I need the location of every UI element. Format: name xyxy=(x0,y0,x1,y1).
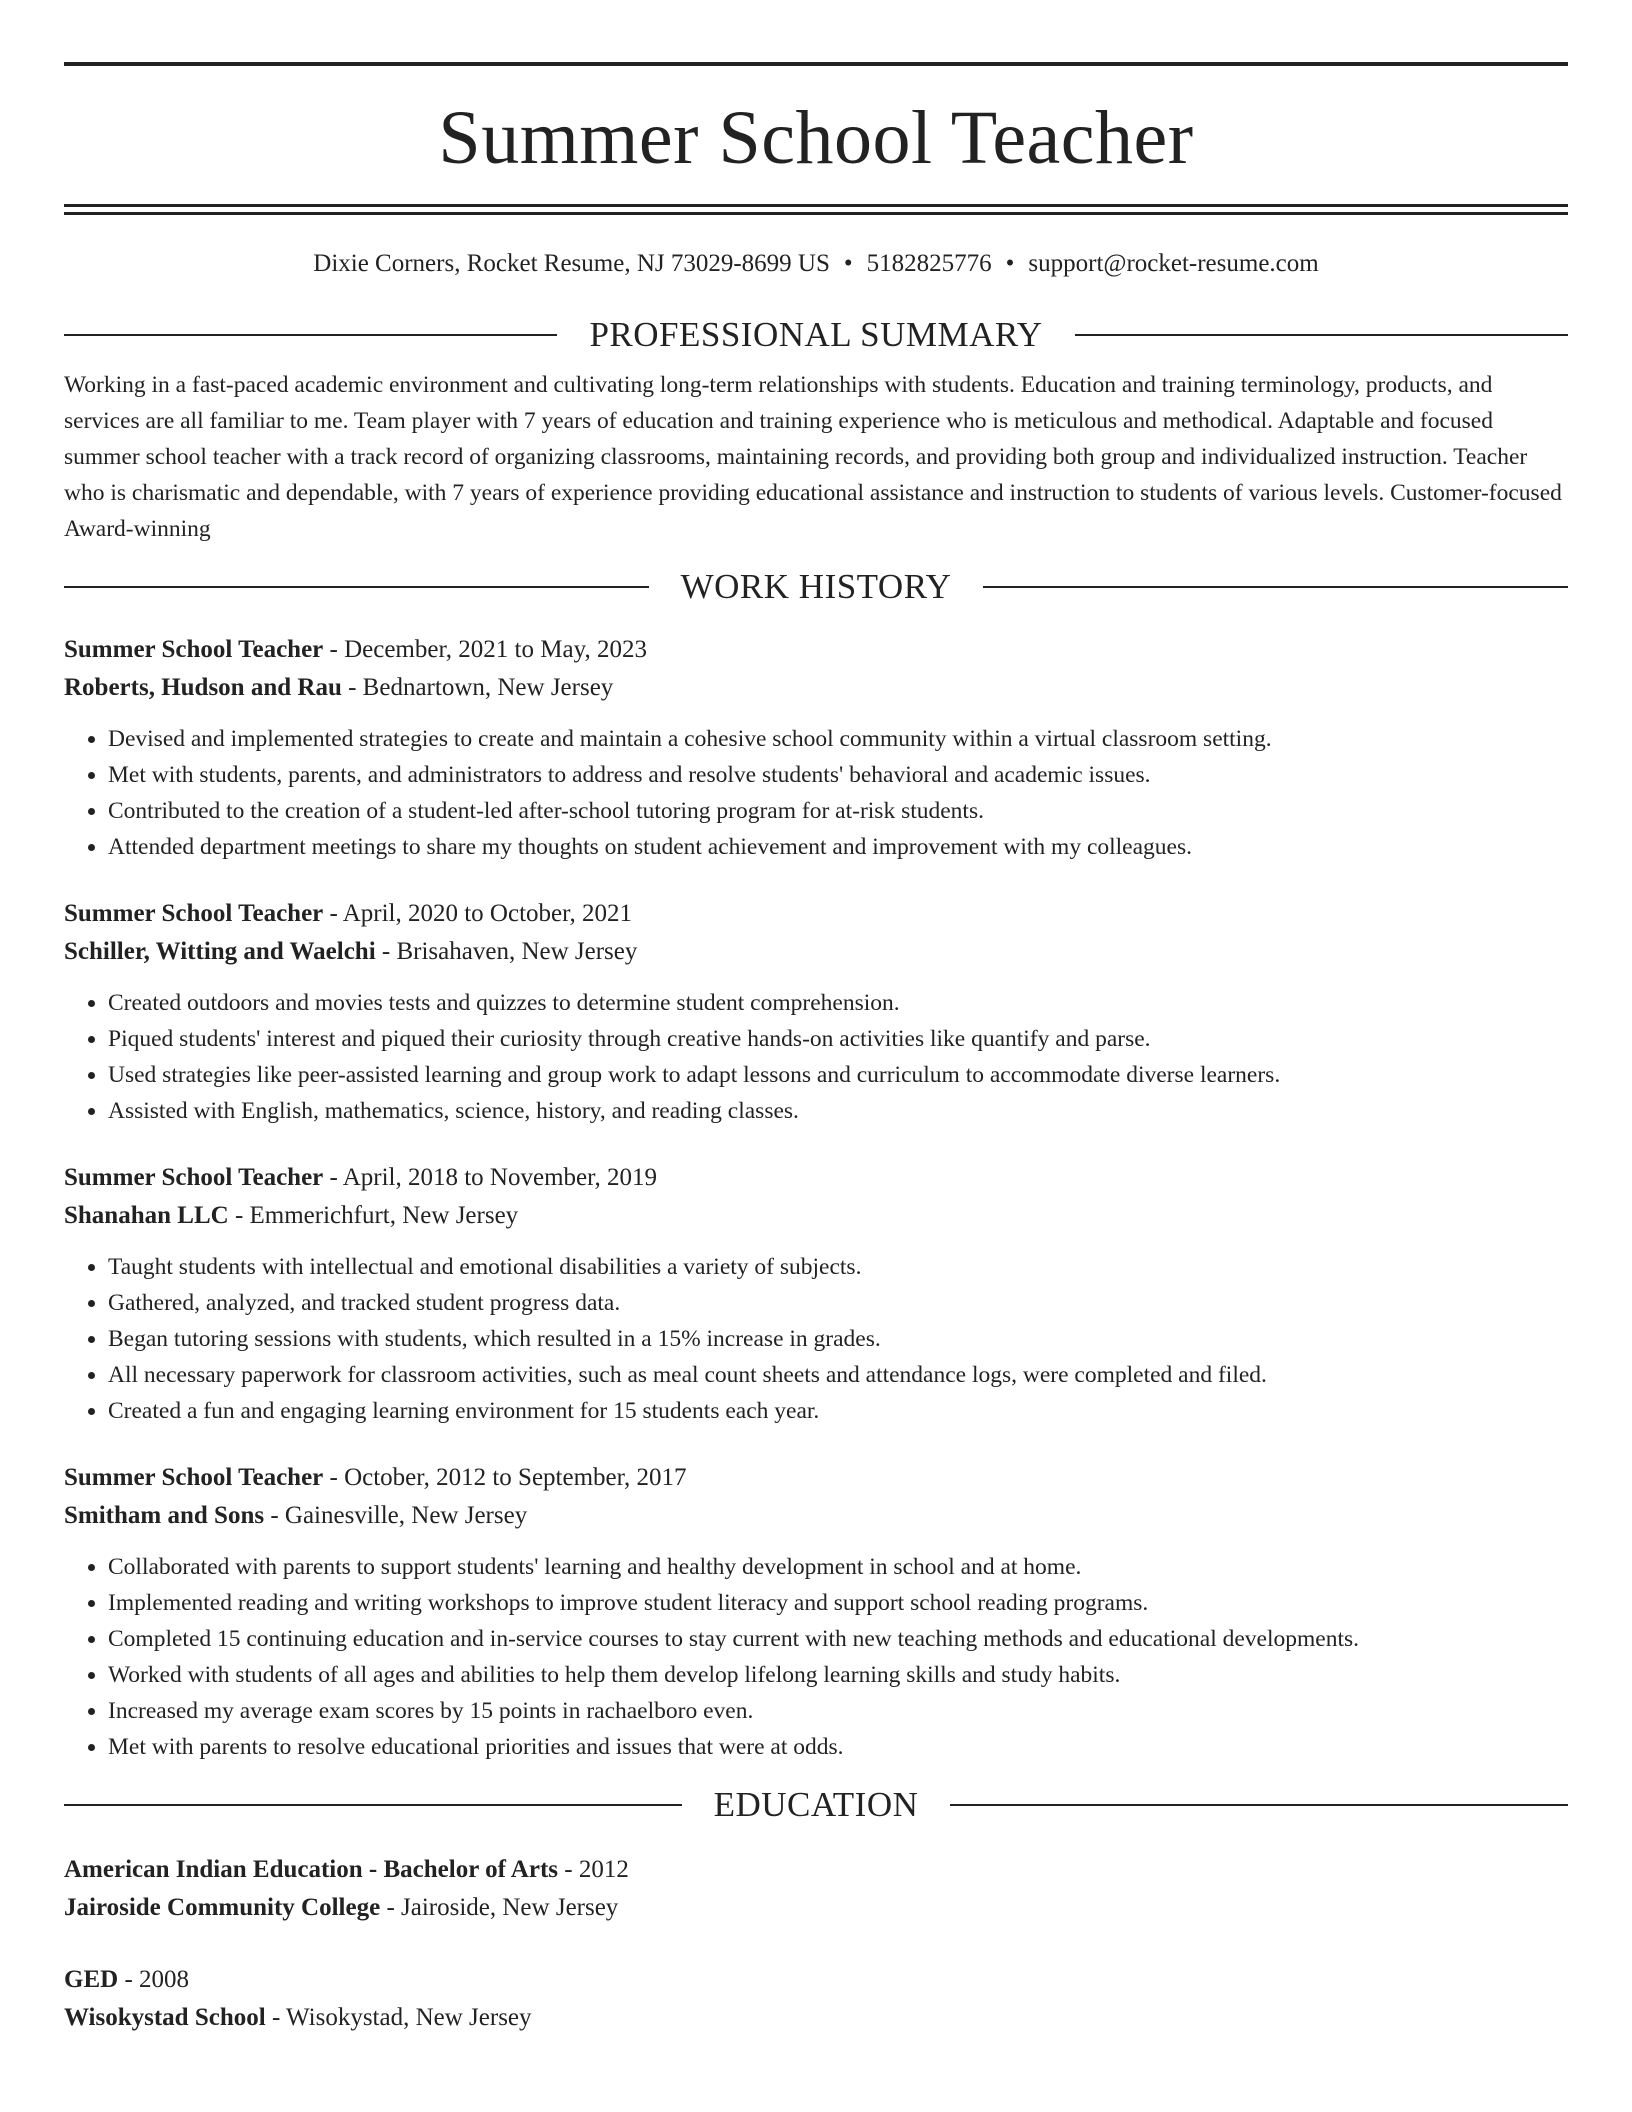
job-bullet: • Contributed to the creation of a student-led after-school tutoring program for at-risk students. xyxy=(108,793,1568,829)
education-degree-line xyxy=(64,1851,1568,1889)
job-bullet: • Completed 15 continuing education and in-service courses to stay current with new teaching methods and educational developments. xyxy=(108,1621,1568,1657)
education-school-line xyxy=(64,1889,1568,1927)
job-entry xyxy=(64,631,1568,865)
contact-address: Dixie Corners, Rocket Resume, NJ 73029-8699 US xyxy=(313,250,830,277)
job-entry xyxy=(64,895,1568,1129)
job-role: Summer School Teacher xyxy=(64,1464,324,1491)
job-bullet: • Used strategies like peer-assisted learning and group work to adapt lessons and curriculum to accommodate diverse learners. xyxy=(108,1057,1568,1093)
job-employer: Roberts, Hudson and Rau xyxy=(64,674,342,701)
job-bullets xyxy=(64,1549,1568,1765)
job-bullets xyxy=(64,1249,1568,1429)
section-heading-summary xyxy=(64,313,1568,357)
education-degree-line xyxy=(64,1961,1568,1999)
job-bullet: • Collaborated with parents to support students' learning and healthy development in school and at home. xyxy=(108,1549,1568,1585)
education-degree: GED xyxy=(64,1966,119,1993)
job-location: - Emmerichfurt, New Jersey xyxy=(228,1202,519,1229)
contact-phone: 5182825776 xyxy=(866,250,992,277)
job-role: Summer School Teacher xyxy=(64,1164,324,1191)
heading-rule-right xyxy=(1075,334,1568,336)
contact-email: support@rocket-resume.com xyxy=(1028,250,1319,277)
contact-line xyxy=(64,249,1568,279)
job-bullet: • Implemented reading and writing workshops to improve student literacy and support school reading programs. xyxy=(108,1585,1568,1621)
heading-rule-left xyxy=(64,334,557,336)
job-role-line xyxy=(64,631,1568,669)
page-title: Summer School Teacher xyxy=(438,96,1194,180)
job-dates: - October, 2012 to September, 2017 xyxy=(323,1464,687,1491)
job-bullets xyxy=(64,721,1568,865)
job-dates: - April, 2018 to November, 2019 xyxy=(323,1164,657,1191)
section-heading-education xyxy=(64,1783,1568,1827)
heading-rule-right xyxy=(950,1804,1568,1806)
job-dates: - December, 2021 to May, 2023 xyxy=(323,636,647,663)
job-employer-line xyxy=(64,933,1568,971)
education-location: - Wisokystad, New Jersey xyxy=(265,2004,532,2031)
job-employer-line xyxy=(64,1197,1568,1235)
job-location: - Brisahaven, New Jersey xyxy=(375,938,638,965)
education-entry xyxy=(64,1961,1568,2037)
job-bullet: • Gathered, analyzed, and tracked student progress data. xyxy=(108,1285,1568,1321)
job-bullet: • All necessary paperwork for classroom activities, such as meal count sheets and attendance logs, were completed and filed. xyxy=(108,1357,1568,1393)
contact-separator: • xyxy=(843,250,853,277)
summary-text: Working in a fast-paced academic environment and cultivating long-term relationships with students. Education and training terminology, products, and services are all familiar to me. Team player with 7 years of education and training experience who is meticulous and methodical. Adaptable and focused summer school teacher with a track record of organizing classrooms, maintaining records, and providing both group and individualized instruction. Teacher who is charismatic and dependable, with 7 years of experience providing educational assistance and instruction to students of various levels. Customer-focused Award-winning xyxy=(64,372,1562,542)
job-role-line xyxy=(64,1459,1568,1497)
education-school-line xyxy=(64,1999,1568,2037)
education-school: Wisokystad School xyxy=(64,2004,266,2031)
education-entry xyxy=(64,1851,1568,1927)
top-rule xyxy=(64,62,1568,66)
section-title-summary: PROFESSIONAL SUMMARY xyxy=(589,315,1043,354)
contact-separator: • xyxy=(1005,250,1015,277)
education-year: - 2008 xyxy=(118,1966,190,1993)
job-employer: Smitham and Sons xyxy=(64,1502,265,1529)
education-location: - Jairoside, New Jersey xyxy=(380,1894,619,1921)
job-employer: Schiller, Witting and Waelchi xyxy=(64,938,376,965)
job-role-line xyxy=(64,895,1568,933)
job-role: Summer School Teacher xyxy=(64,636,324,663)
section-title-work: WORK HISTORY xyxy=(680,567,952,606)
job-role-line xyxy=(64,1159,1568,1197)
education-degree: American Indian Education - Bachelor of Arts xyxy=(64,1856,558,1883)
job-bullet: • Piqued students' interest and piqued their curiosity through creative hands-on activities like quantify and parse. xyxy=(108,1021,1568,1057)
job-dates: - April, 2020 to October, 2021 xyxy=(323,900,632,927)
job-bullet: • Increased my average exam scores by 15 points in rachaelboro even. xyxy=(108,1693,1568,1729)
job-bullet: • Taught students with intellectual and emotional disabilities a variety of subjects. xyxy=(108,1249,1568,1285)
job-employer-line xyxy=(64,669,1568,707)
job-bullets xyxy=(64,985,1568,1129)
education-year: - 2012 xyxy=(558,1856,629,1883)
section-heading-work xyxy=(64,565,1568,609)
job-bullet: • Created outdoors and movies tests and quizzes to determine student comprehension. xyxy=(108,985,1568,1021)
job-location: - Bednartown, New Jersey xyxy=(341,674,614,701)
job-location: - Gainesville, New Jersey xyxy=(264,1502,528,1529)
job-employer: Shanahan LLC xyxy=(64,1202,229,1229)
job-bullet: • Attended department meetings to share my thoughts on student achievement and improvement with my colleagues. xyxy=(108,829,1568,865)
job-bullet: • Devised and implemented strategies to create and maintain a cohesive school community within a virtual classroom setting. xyxy=(108,721,1568,757)
job-bullet: • Created a fun and engaging learning environment for 15 students each year. xyxy=(108,1393,1568,1429)
job-bullet: • Began tutoring sessions with students, which resulted in a 15% increase in grades. xyxy=(108,1321,1568,1357)
heading-rule-left xyxy=(64,586,649,588)
job-entry xyxy=(64,1159,1568,1429)
education-school: Jairoside Community College xyxy=(64,1894,381,1921)
job-employer-line xyxy=(64,1497,1568,1535)
job-role: Summer School Teacher xyxy=(64,900,324,927)
job-bullet: • Worked with students of all ages and abilities to help them develop lifelong learning skills and study habits. xyxy=(108,1657,1568,1693)
job-entry xyxy=(64,1459,1568,1765)
job-bullet: • Met with students, parents, and administrators to address and resolve students' behavioral and academic issues. xyxy=(108,757,1568,793)
job-bullet: • Assisted with English, mathematics, science, history, and reading classes. xyxy=(108,1093,1568,1129)
heading-rule-right xyxy=(983,586,1568,588)
section-title-education: EDUCATION xyxy=(713,1785,919,1824)
job-bullet: • Met with parents to resolve educational priorities and issues that were at odds. xyxy=(108,1729,1568,1765)
title-double-rule xyxy=(64,204,1568,215)
heading-rule-left xyxy=(64,1804,682,1806)
